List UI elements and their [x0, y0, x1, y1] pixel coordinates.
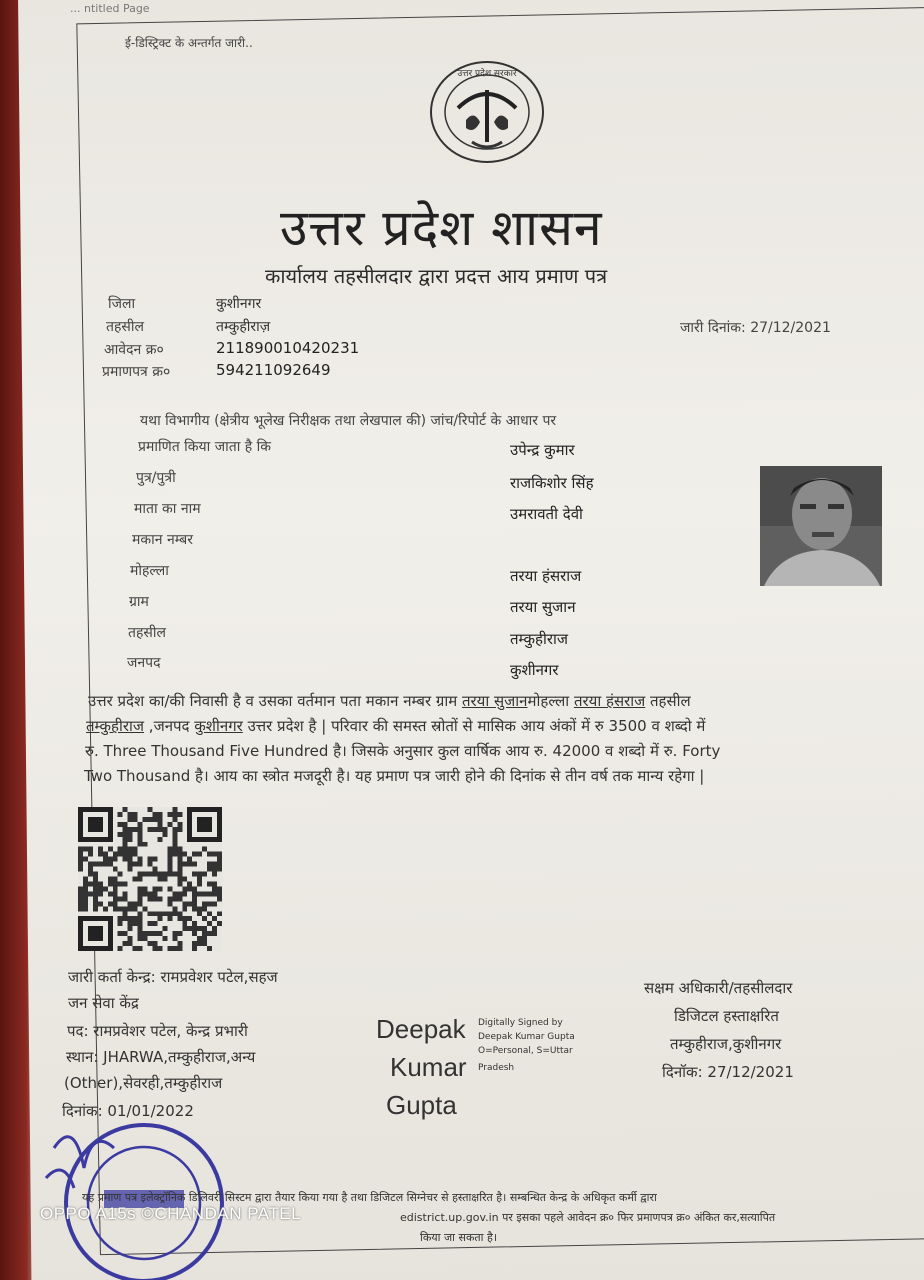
certificate-no-value: 594211092649 — [216, 361, 331, 379]
signature-info-3: O=Personal, S=Uttar — [478, 1046, 573, 1056]
application-no-value: 211890010420231 — [216, 339, 360, 357]
para-line-1 — [88, 691, 691, 711]
svg-text:उत्तर प्रदेश सरकार: उत्तर प्रदेश सरकार — [457, 69, 517, 79]
certified-line: प्रमाणित किया जाता है कि — [138, 439, 272, 455]
tehsil2-label: तहसील — [128, 625, 166, 641]
para-text: मोहल्ला — [527, 692, 574, 710]
issuer-date: दिनांक: 01/01/2022 — [62, 1102, 194, 1120]
tehsil2-value: तम्कुहीराज — [510, 630, 569, 648]
authority-line-2: डिजिटल हस्ताक्षरित — [674, 1007, 779, 1025]
applicant-name: उपेन्द्र कुमार — [510, 441, 575, 459]
authority-line-1: सक्षम अधिकारी/तहसीलदार — [644, 979, 793, 997]
header-note: ई-डिस्ट्रिक्ट के अन्तर्गत जारी.. — [125, 36, 253, 50]
signer-middle-name: Kumar — [390, 1052, 467, 1082]
up-emblem-icon — [428, 60, 546, 164]
mohalla-value: तरया हंसराज — [510, 567, 582, 585]
para-district: कुशीनगर — [194, 717, 243, 735]
signer-first-name: Deepak — [376, 1014, 466, 1044]
para-tehsil: तम्कुहीराज — [86, 717, 145, 735]
qr-code-icon — [78, 805, 222, 953]
page-tag: ... ntitled Page — [70, 2, 150, 15]
father-label: पुत्र/पुत्री — [136, 470, 176, 486]
tehsil-label: तहसील — [106, 319, 144, 335]
authority-line-3: तम्कुहीराज,कुशीनगर — [670, 1035, 782, 1053]
para-text: ,जनपद — [144, 717, 195, 735]
issuer-line-2: जन सेवा केंद्र — [68, 994, 139, 1012]
para-text: तहसील — [645, 692, 691, 710]
footer-line-2: edistrict.up.gov.in पर इसका पहले आवेदन क्र० फिर प्रमाणपत्र क्र० अंकित कर,सत्यापित — [400, 1211, 776, 1224]
certificate-title: उत्तर प्रदेश शासन — [280, 199, 603, 257]
mother-label: माता का नाम — [134, 501, 201, 517]
signer-last-name: Gupta — [386, 1090, 457, 1120]
house-no-label: मकान नम्बर — [132, 532, 194, 548]
issuer-line-1: जारी कर्ता केन्द्र: रामप्रवेशर पटेल,सहज — [68, 968, 278, 986]
certificate-subtitle: कार्यालय तहसीलदार द्वारा प्रदत्त आय प्रमाण पत्र — [265, 264, 608, 288]
certificate-no-label: प्रमाणपत्र क्र० — [102, 364, 171, 380]
signature-info-2: Deepak Kumar Gupta — [478, 1032, 575, 1042]
janpad-value: कुशीनगर — [510, 661, 559, 679]
janpad-label: जनपद — [127, 655, 161, 671]
footer-line-3: किया जा सकता है। — [420, 1231, 498, 1244]
district-value: कुशीनगर — [216, 296, 262, 312]
para-text: उत्तर प्रदेश है | परिवार की समस्त स्रोतों से मासिक आय अंकों में रु 3500 व शब्दो में — [242, 717, 706, 735]
applicant-photo — [760, 466, 882, 586]
intro-line: यथा विभागीय (क्षेत्रीय भूलेख निरीक्षक तथा लेखपाल की) जांच/रिपोर्ट के आधार पर — [140, 413, 557, 429]
village-value: तरया सुजान — [510, 598, 576, 616]
issuer-line-5: (Other),सेवरही,तम्कुहीराज — [64, 1074, 223, 1092]
footer-line-1: यह प्रमाण पत्र इलेक्ट्रॉनिक डिलिवरी सिस्टम द्वारा तैयार किया गया है तथा डिजिटल सिग्नेचर से हस्ताक्षरित है। सम्बन्धित केन्द्र के अधिकृत कर्मी द्वारा — [82, 1191, 657, 1204]
district-label: जिला — [108, 296, 136, 312]
issue-date: जारी दिनांक: 27/12/2021 — [680, 320, 831, 336]
village-label: ग्राम — [129, 594, 149, 610]
signature-info-4: Pradesh — [478, 1063, 515, 1073]
authority-date: दिनॉक: 27/12/2021 — [662, 1063, 794, 1081]
father-name: राजकिशोर सिंह — [510, 474, 594, 492]
camera-watermark: OPPO A15s ©CHANDAN PATEL — [40, 1204, 302, 1223]
mother-name: उमरावती देवी — [510, 505, 583, 523]
para-text: उत्तर प्रदेश का/की निवासी है व उसका वर्तमान पता मकान नम्बर ग्राम — [88, 692, 462, 710]
para-village: तरया सुजान — [461, 692, 528, 710]
para-line-4: Two Thousand है। आय का स्त्रोत मजदूरी है। यह प्रमाण पत्र जारी होने की दिनांक से तीन वर्ष तक मान्य रहेगा | — [84, 767, 705, 785]
signature-info-1: Digitally Signed by — [478, 1018, 563, 1028]
application-no-label: आवेदन क्र० — [104, 342, 164, 358]
issuer-line-4: स्थान: JHARWA,तम्कुहीराज,अन्य — [66, 1048, 256, 1066]
para-mohalla: तरया हंसराज — [573, 692, 646, 710]
tehsil-value: तम्कुहीराज़ — [216, 319, 271, 335]
mohalla-label: मोहल्ला — [130, 563, 169, 579]
para-line-2 — [86, 716, 705, 736]
para-line-3: रु. Three Thousand Five Hundred है। जिसके अनुसार कुल वार्षिक आय रु. 42000 व शब्दो में रु. Forty — [85, 742, 721, 760]
issuer-line-3: पद: रामप्रवेशर पटेल, केन्द्र प्रभारी — [67, 1022, 248, 1040]
